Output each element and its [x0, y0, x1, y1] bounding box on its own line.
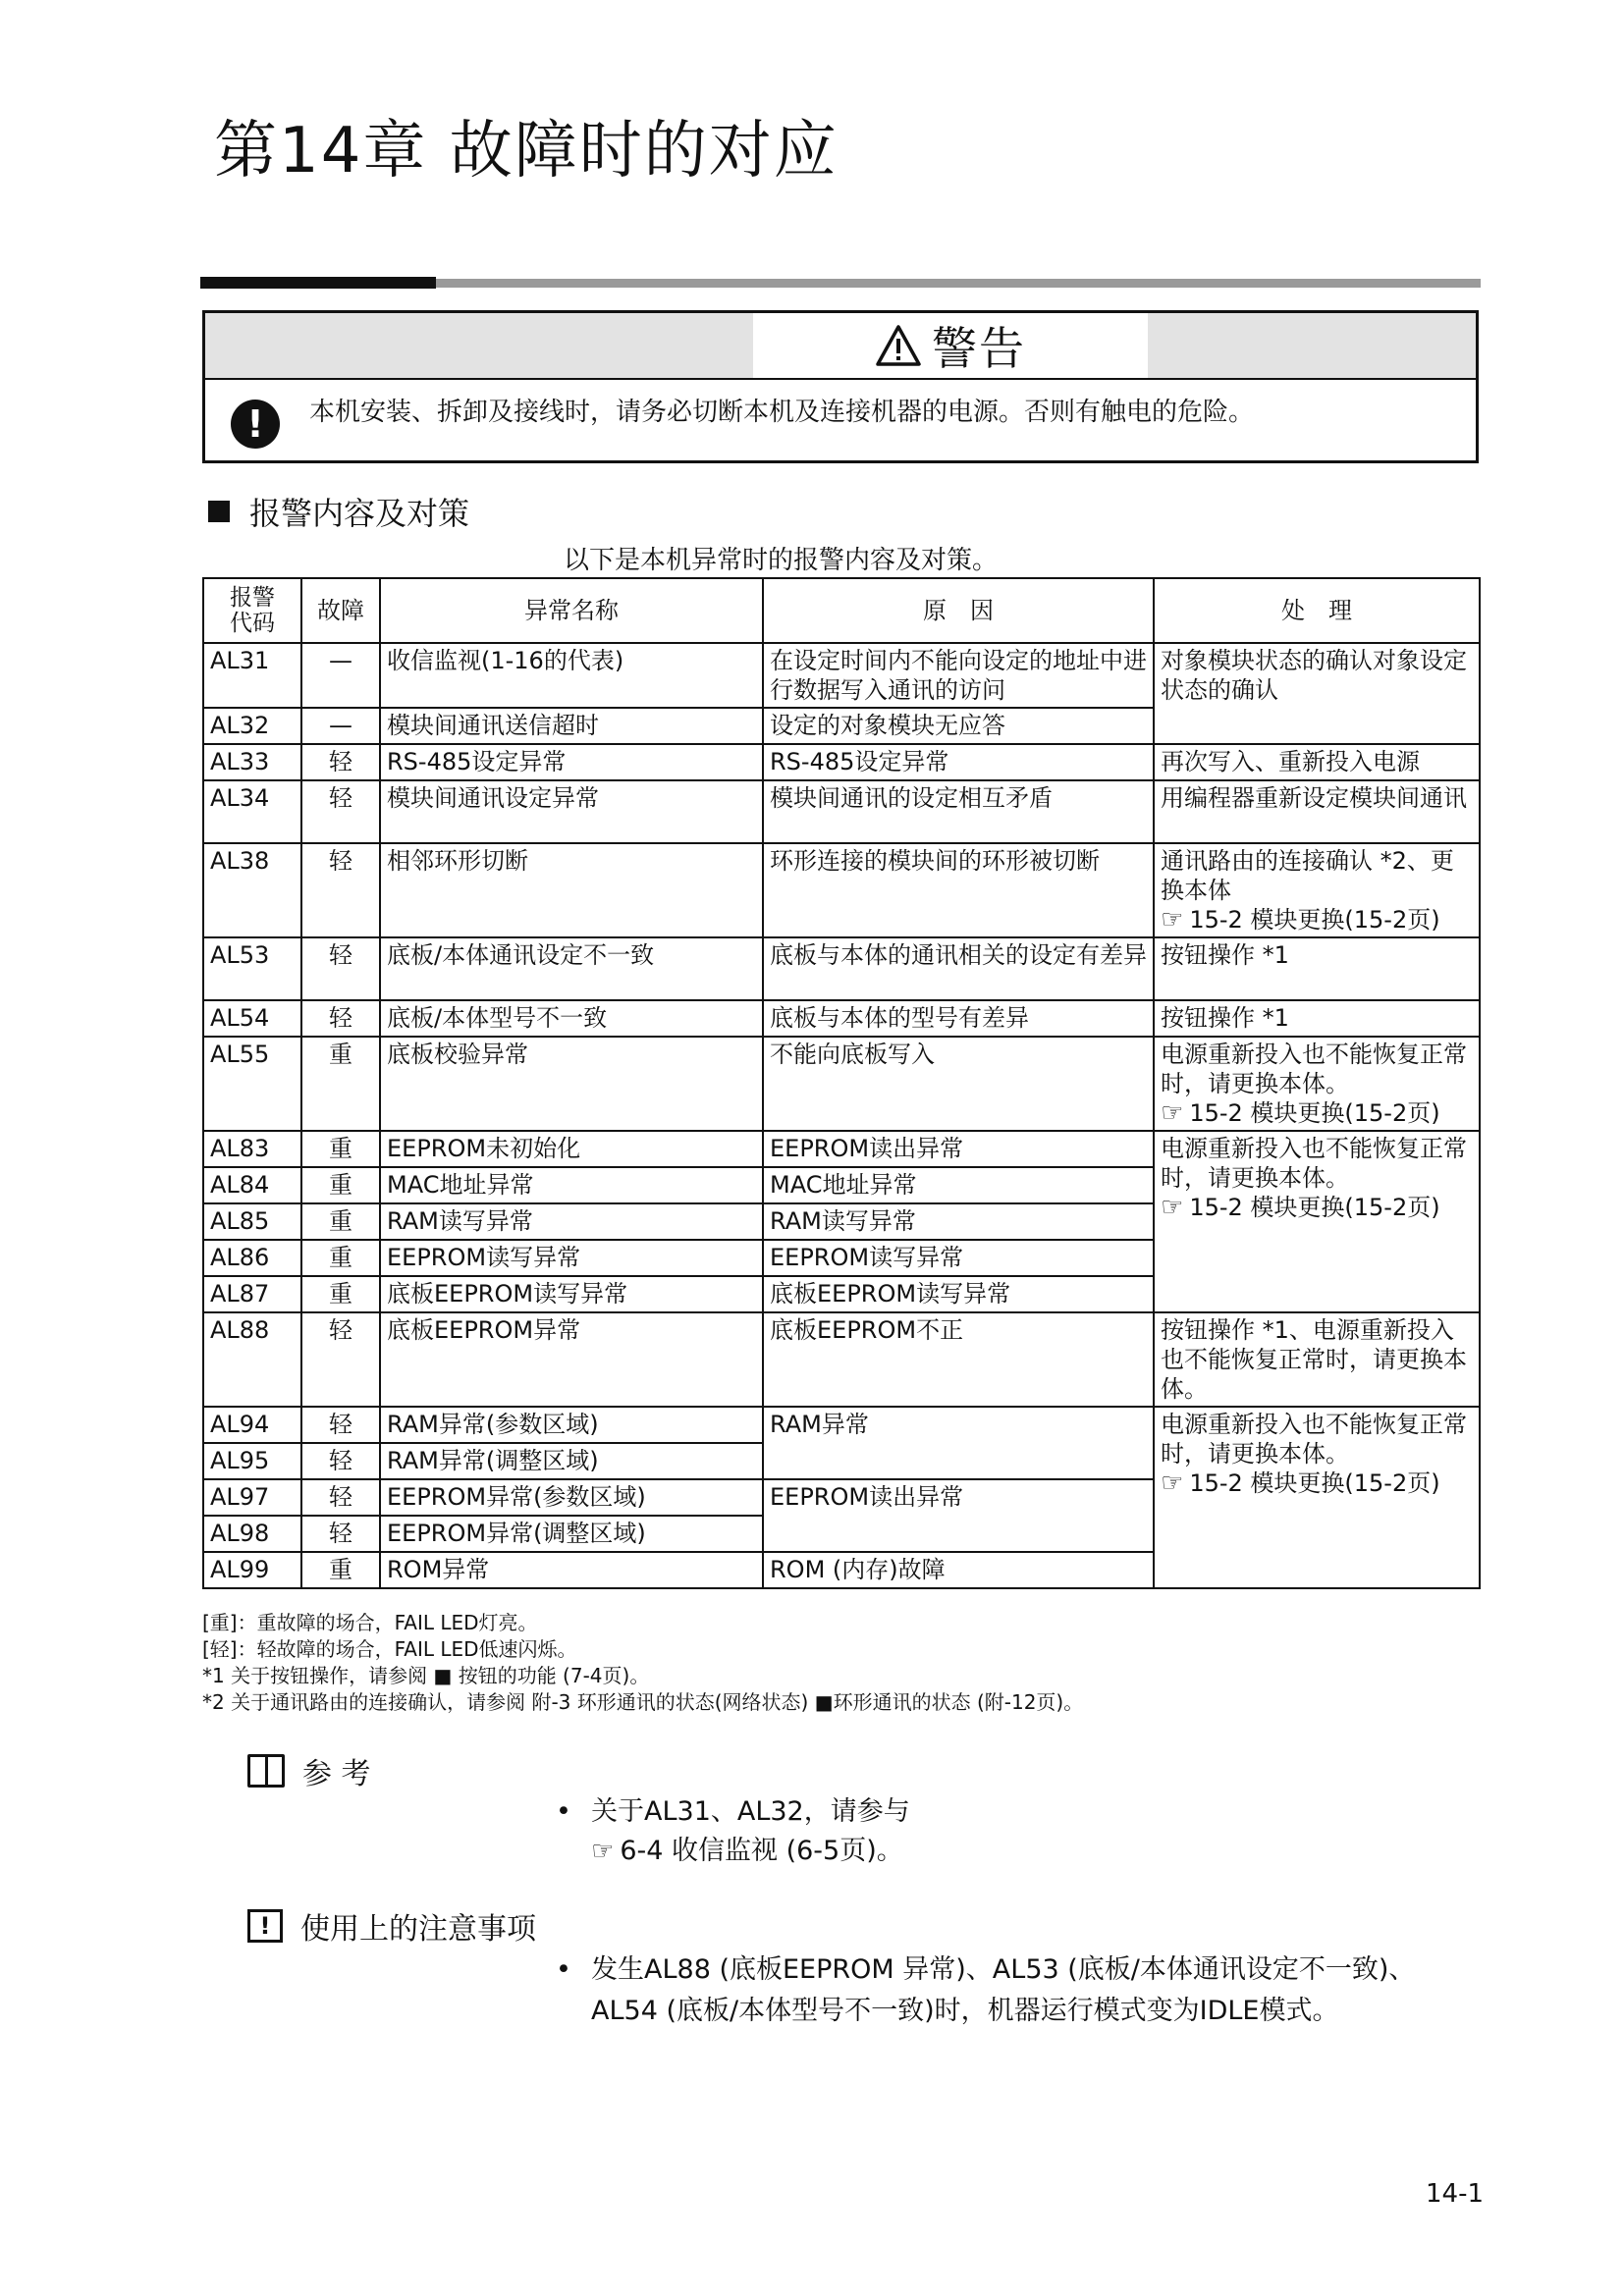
warning-title-block	[753, 313, 1148, 378]
cell-fault: 轻	[301, 1312, 380, 1407]
header-fault: 故障	[301, 578, 380, 643]
title-underline-dark	[200, 277, 436, 289]
module-ref[interactable]	[1161, 1098, 1473, 1128]
caution-line-1-text: 发生AL88 (底板EEPROM 异常)、AL53 (底板/本体通讯设定不一致)、	[591, 1954, 1416, 1985]
cell-code: AL53	[203, 937, 301, 1000]
warning-header	[205, 313, 1476, 380]
cell-action	[1154, 1037, 1480, 1131]
caution-heading	[247, 1904, 536, 1948]
cell-code: AL55	[203, 1037, 301, 1131]
cell-code: AL83	[203, 1131, 301, 1167]
cell-name: 底板/本体型号不一致	[380, 1000, 763, 1037]
reference-content	[556, 1792, 910, 1871]
note-button-operation: *1 关于按钮操作，请参阅 ■ 按钮的功能 (7-4页)。	[202, 1664, 650, 1687]
cell-name: RAM读写异常	[380, 1203, 763, 1240]
warning-box	[202, 310, 1479, 463]
header-name: 异常名称	[380, 578, 763, 643]
header-code	[203, 578, 301, 643]
pointing-hand-icon: ☞	[1161, 1098, 1184, 1128]
caution-heading-text: 使用上的注意事项	[300, 1912, 536, 1947]
table-row	[203, 780, 1480, 843]
cell-code: AL86	[203, 1240, 301, 1276]
action-text: 电源重新投入也不能恢复正常时，请更换本体。	[1161, 1041, 1467, 1097]
cell-cause: 不能向底板写入	[763, 1037, 1154, 1131]
cell-cause: EEPROM读出异常	[763, 1479, 1154, 1552]
cell-action: 按钮操作 *1	[1154, 937, 1480, 1000]
cell-code: AL87	[203, 1276, 301, 1312]
cell-code: AL38	[203, 843, 301, 937]
table-row	[203, 1312, 1480, 1407]
cell-fault: 重	[301, 1037, 380, 1131]
table-notes	[202, 1610, 1083, 1716]
reference-line-1	[556, 1792, 910, 1832]
module-ref[interactable]	[1161, 1468, 1473, 1498]
cell-code: AL88	[203, 1312, 301, 1407]
cell-cause: EEPROM读出异常	[763, 1131, 1154, 1167]
cell-fault: 重	[301, 1552, 380, 1588]
reference-line-2[interactable]	[556, 1832, 910, 1871]
table-row	[203, 1131, 1480, 1167]
alarm-table	[202, 577, 1481, 1589]
cell-name: 相邻环形切断	[380, 843, 763, 937]
cell-cause: 在设定时间内不能向设定的地址中进行数据写入通讯的访问	[763, 643, 1154, 708]
cell-name: 模块间通讯送信超时	[380, 708, 763, 744]
cell-cause: 设定的对象模块无应答	[763, 708, 1154, 744]
cell-action	[1154, 1407, 1480, 1588]
cell-code: AL34	[203, 780, 301, 843]
cell-cause: MAC地址异常	[763, 1167, 1154, 1203]
cell-fault: 轻	[301, 1000, 380, 1037]
cell-code: AL97	[203, 1479, 301, 1516]
cell-fault: —	[301, 643, 380, 708]
cell-code: AL54	[203, 1000, 301, 1037]
reference-heading-text: 参 考	[302, 1757, 371, 1791]
cell-code: AL33	[203, 744, 301, 780]
cell-action: 再次写入、重新投入电源	[1154, 744, 1480, 780]
cell-fault: 轻	[301, 1516, 380, 1552]
cell-name: ROM异常	[380, 1552, 763, 1588]
cell-fault: 轻	[301, 1479, 380, 1516]
cell-fault: —	[301, 708, 380, 744]
cell-cause: 模块间通讯的设定相互矛盾	[763, 780, 1154, 843]
module-ref[interactable]	[1161, 905, 1473, 934]
pointing-hand-icon: ☞	[591, 1837, 615, 1866]
cell-fault: 轻	[301, 744, 380, 780]
cell-name: EEPROM异常(参数区域)	[380, 1479, 763, 1516]
cell-name: MAC地址异常	[380, 1167, 763, 1203]
cell-action: 用编程器重新设定模块间通讯	[1154, 780, 1480, 843]
cell-name: 收信监视(1-16的代表)	[380, 643, 763, 708]
note-light-fault: [轻]：轻故障的场合，FAIL LED低速闪烁。	[202, 1637, 577, 1661]
module-ref-text: 15-2 模块更换(15-2页)	[1189, 1469, 1440, 1497]
cell-action: 对象模块状态的确认对象设定状态的确认	[1154, 643, 1480, 744]
cell-name: 底板校验异常	[380, 1037, 763, 1131]
cell-name: EEPROM读写异常	[380, 1240, 763, 1276]
reference-line-2-text: 6-4 收信监视 (6-5页)。	[620, 1836, 903, 1866]
warning-title: 警告	[932, 322, 1026, 375]
table-header-row	[203, 578, 1480, 643]
header-code-line1: 报警	[230, 585, 275, 611]
cell-cause: 底板与本体的型号有差异	[763, 1000, 1154, 1037]
caution-box-icon: !	[247, 1909, 283, 1943]
table-caption: 以下是本机异常时的报警内容及对策。	[564, 546, 999, 575]
cell-action	[1154, 1131, 1480, 1312]
cell-name: 底板EEPROM异常	[380, 1312, 763, 1407]
pointing-hand-icon: ☞	[1161, 1468, 1184, 1498]
action-text: 通讯路由的连接确认 *2、更换本体	[1161, 847, 1454, 904]
table-row	[203, 1407, 1480, 1443]
cell-fault: 轻	[301, 1407, 380, 1443]
cell-cause: ROM (内存)故障	[763, 1552, 1154, 1588]
chapter-title: 第14章 故障时的对应	[214, 115, 839, 187]
cell-fault: 重	[301, 1240, 380, 1276]
bullet: •	[556, 1954, 571, 1985]
header-action: 处 理	[1154, 578, 1480, 643]
cell-action: 按钮操作 *1、电源重新投入也不能恢复正常时，请更换本体。	[1154, 1312, 1480, 1407]
cell-name: RS-485设定异常	[380, 744, 763, 780]
reference-line-1-text: 关于AL31、AL32，请参与	[591, 1796, 910, 1827]
cell-code: AL32	[203, 708, 301, 744]
module-ref-text: 15-2 模块更换(15-2页)	[1189, 1099, 1440, 1127]
cell-fault: 重	[301, 1276, 380, 1312]
cell-fault: 轻	[301, 1443, 380, 1479]
cell-cause: EEPROM读写异常	[763, 1240, 1154, 1276]
cell-cause: RAM异常	[763, 1407, 1154, 1479]
cell-name: 底板EEPROM读写异常	[380, 1276, 763, 1312]
table-row	[203, 1037, 1480, 1131]
cell-name: EEPROM异常(调整区域)	[380, 1516, 763, 1552]
cell-fault: 重	[301, 1167, 380, 1203]
cell-name: 底板/本体通讯设定不一致	[380, 937, 763, 1000]
page-number: 14-1	[1426, 2179, 1485, 2209]
cell-code: AL94	[203, 1407, 301, 1443]
cell-fault: 重	[301, 1203, 380, 1240]
warning-triangle-icon	[875, 324, 922, 367]
cell-action	[1154, 843, 1480, 937]
action-text: 电源重新投入也不能恢复正常时，请更换本体。	[1161, 1411, 1467, 1468]
bullet: •	[556, 1796, 571, 1827]
cell-name: EEPROM未初始化	[380, 1131, 763, 1167]
cell-fault: 轻	[301, 780, 380, 843]
cell-cause: 底板与本体的通讯相关的设定有差异	[763, 937, 1154, 1000]
cell-cause: 底板EEPROM不正	[763, 1312, 1154, 1407]
table-row	[203, 1000, 1480, 1037]
warning-text: 本机安装、拆卸及接线时，请务必切断本机及连接机器的电源。否则有触电的危险。	[309, 398, 1255, 427]
cell-code: AL95	[203, 1443, 301, 1479]
action-text: 电源重新投入也不能恢复正常时，请更换本体。	[1161, 1135, 1467, 1192]
section-heading	[208, 489, 469, 534]
table-row	[203, 643, 1480, 708]
cell-code: AL84	[203, 1167, 301, 1203]
table-row	[203, 843, 1480, 937]
cell-fault: 轻	[301, 937, 380, 1000]
cell-code: AL98	[203, 1516, 301, 1552]
module-ref-text: 15-2 模块更换(15-2页)	[1189, 906, 1440, 934]
exclamation-circle-icon: !	[231, 400, 280, 449]
table-row	[203, 937, 1480, 1000]
cell-fault: 重	[301, 1131, 380, 1167]
caution-line-1	[556, 1949, 1415, 1991]
pointing-hand-icon: ☞	[1161, 1193, 1184, 1222]
cell-action: 按钮操作 *1	[1154, 1000, 1480, 1037]
square-bullet-icon	[208, 501, 230, 522]
module-ref-text: 15-2 模块更换(15-2页)	[1189, 1194, 1440, 1221]
module-ref[interactable]	[1161, 1193, 1473, 1222]
caution-line-2: AL54 (底板/本体型号不一致)时，机器运行模式变为IDLE模式。	[591, 1996, 1339, 2026]
cell-cause: 底板EEPROM读写异常	[763, 1276, 1154, 1312]
cell-name: RAM异常(调整区域)	[380, 1443, 763, 1479]
cell-cause: RS-485设定异常	[763, 744, 1154, 780]
title-underline-gray	[436, 279, 1481, 288]
header-code-line2: 代码	[230, 611, 275, 636]
cell-cause: RAM读写异常	[763, 1203, 1154, 1240]
book-icon	[247, 1754, 285, 1788]
table-row	[203, 744, 1480, 780]
header-cause: 原 因	[763, 578, 1154, 643]
note-heavy-fault: [重]：重故障的场合，FAIL LED灯亮。	[202, 1611, 538, 1634]
reference-heading	[247, 1749, 371, 1792]
cell-code: AL99	[203, 1552, 301, 1588]
cell-name: 模块间通讯设定异常	[380, 780, 763, 843]
note-route-confirm: *2 关于通讯路由的连接确认，请参阅 附-3 环形通讯的状态(网络状态) ■环形通讯的状态 (附-12页)。	[202, 1690, 1084, 1714]
warning-body	[205, 380, 1476, 460]
cell-code: AL85	[203, 1203, 301, 1240]
cell-name: RAM异常(参数区域)	[380, 1407, 763, 1443]
cell-cause: 环形连接的模块间的环形被切断	[763, 843, 1154, 937]
section-heading-text: 报警内容及对策	[249, 495, 470, 532]
pointing-hand-icon: ☞	[1161, 905, 1184, 934]
cell-fault: 轻	[301, 843, 380, 937]
cell-code: AL31	[203, 643, 301, 708]
caution-content	[556, 1949, 1415, 2032]
